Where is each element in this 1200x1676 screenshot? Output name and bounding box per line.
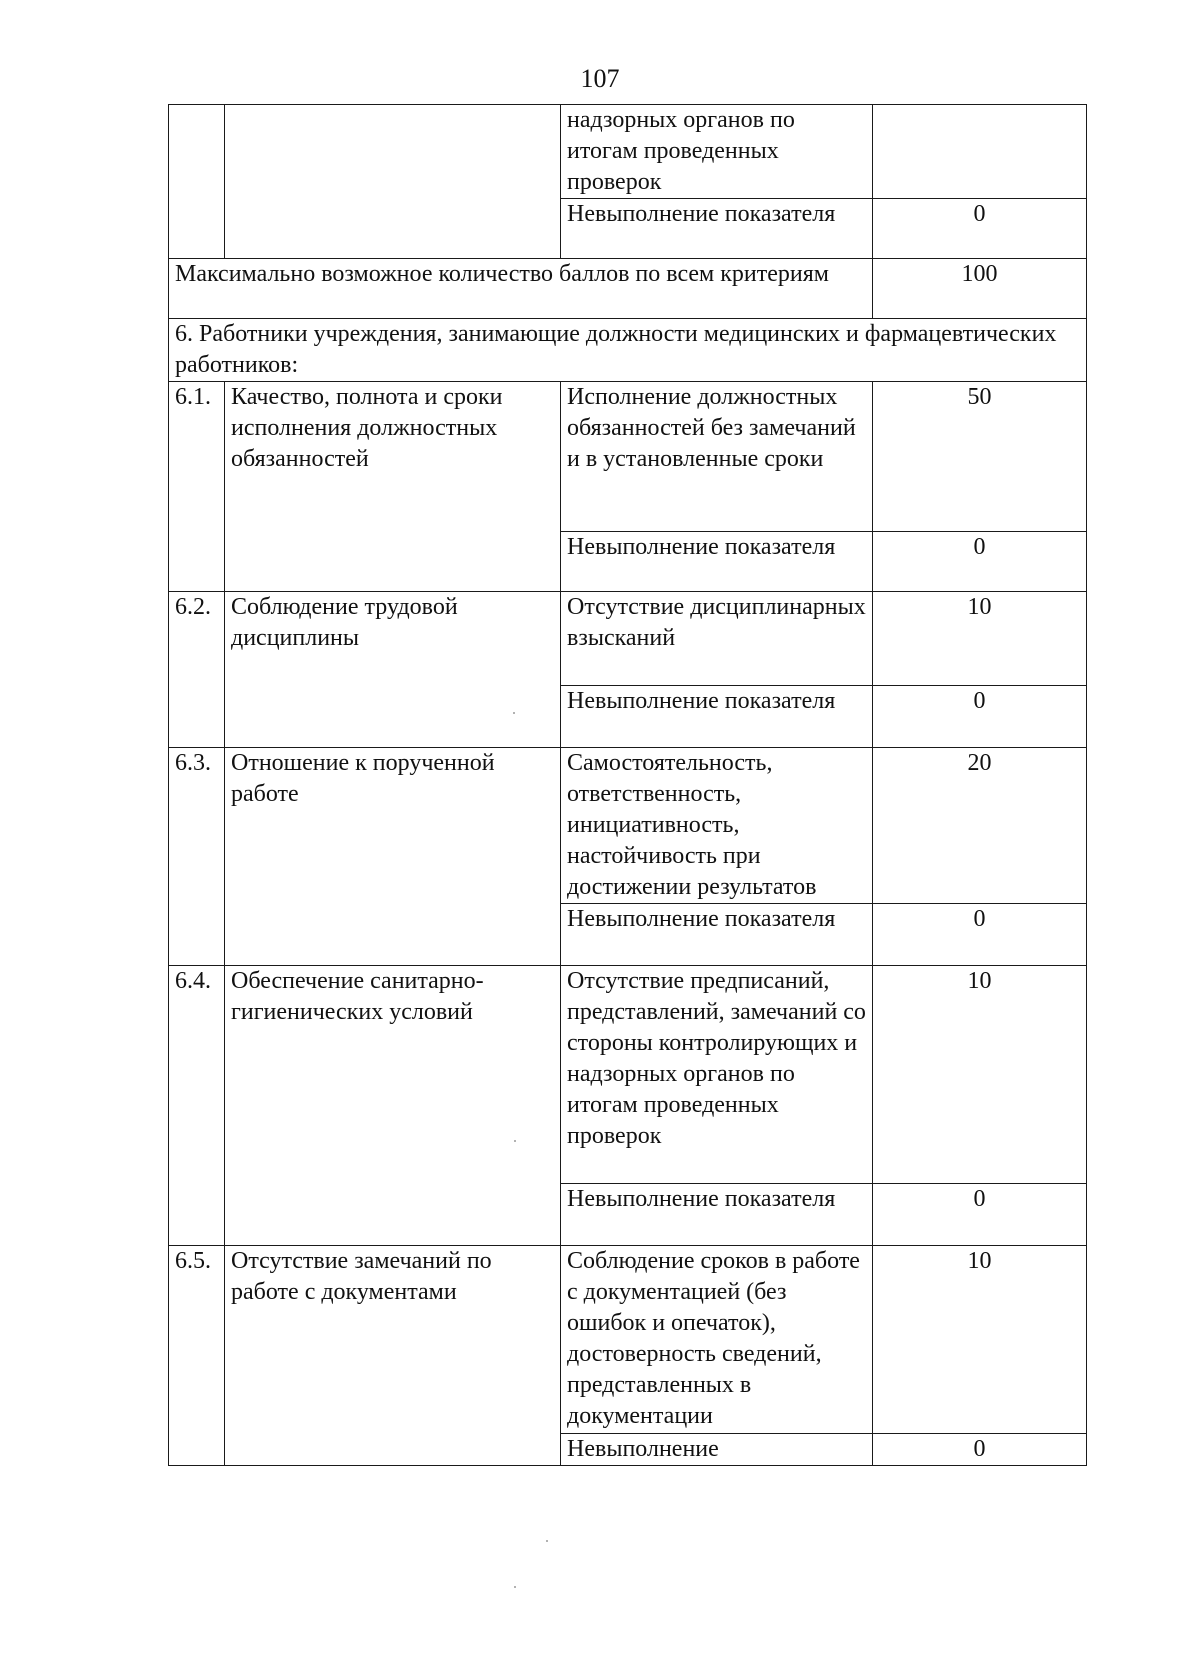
indicator-text: Отсутствие дисциплинарных взысканий [561,592,873,686]
fail-indicator-text: Невыполнение показателя [561,686,873,748]
fail-indicator-text: Невыполнение показателя [561,1184,873,1246]
fail-indicator-text: Невыполнение показателя [561,532,873,592]
fail-indicator-text: Невыполнение показателя [561,904,873,966]
criterion-name: Отношение к порученной работе [225,748,561,966]
fail-indicator-text: Невыполнение показателя [561,199,873,259]
score-value: 10 [873,592,1087,686]
criterion-number [169,105,225,259]
criterion-number: 6.3. [169,748,225,966]
table-row [169,382,1087,532]
score-value [873,105,1087,199]
fail-score-value: 0 [873,1184,1087,1246]
scan-speck [514,1140,516,1142]
criterion-name: Отсутствие замечаний по работе с документами [225,1246,561,1466]
table-row [169,105,1087,199]
scan-speck [546,1540,548,1542]
score-value: 10 [873,1246,1087,1434]
fail-score-value: 0 [873,686,1087,748]
criteria-table [168,104,1087,1466]
criterion-name [225,105,561,259]
indicator-text: Исполнение должностных обязанностей без замечаний и в установленные сроки [561,382,873,532]
criterion-name: Обеспечение санитарно-гигиенических условий [225,966,561,1246]
max-total-score: 100 [873,259,1087,319]
criterion-name: Соблюдение трудовой дисциплины [225,592,561,748]
fail-score-value: 0 [873,904,1087,966]
table-row [169,966,1087,1184]
score-value: 20 [873,748,1087,904]
max-total-label: Максимально возможное количество баллов по всем критериям [169,259,873,319]
score-value: 50 [873,382,1087,532]
max-total-row [169,259,1087,319]
scan-speck [514,1586,516,1588]
indicator-text: Соблюдение сроков в работе с документацией (без ошибок и опечаток), достоверность сведений, представленных в документации [561,1246,873,1434]
score-value: 10 [873,966,1087,1184]
table-row [169,592,1087,686]
criterion-number: 6.2. [169,592,225,748]
indicator-text: Отсутствие предписаний, представлений, замечаний со стороны контролирующих и надзорных органов по итогам проведенных проверок [561,966,873,1184]
page-number: 107 [580,64,620,93]
section-header: 6. Работники учреждения, занимающие должности медицинских и фармацевтических работников: [169,319,1087,382]
criterion-number: 6.5. [169,1246,225,1466]
indicator-text: Самостоятельность, ответственность, инициативность, настойчивость при достижении результатов [561,748,873,904]
indicator-text: надзорных органов по итогам проведенных проверок [561,105,873,199]
section-header-row [169,319,1087,382]
scan-speck [513,712,515,714]
criterion-number: 6.4. [169,966,225,1246]
criterion-name: Качество, полнота и сроки исполнения должностных обязанностей [225,382,561,592]
fail-score-value: 0 [873,1434,1087,1466]
fail-indicator-text: Невыполнение [561,1434,873,1466]
table-row [169,1246,1087,1434]
fail-score-value: 0 [873,199,1087,259]
criterion-number: 6.1. [169,382,225,592]
fail-score-value: 0 [873,532,1087,592]
table-row [169,748,1087,904]
